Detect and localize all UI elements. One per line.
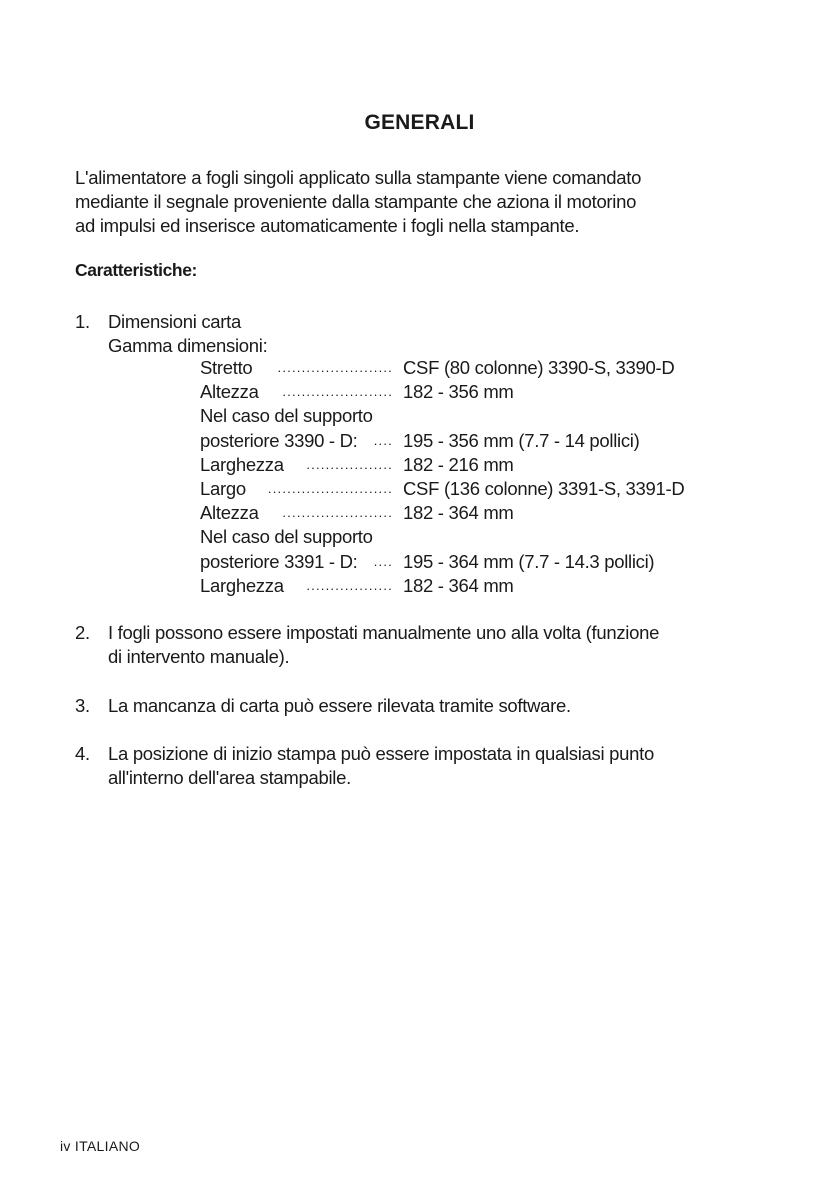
spec-label: Larghezza	[200, 574, 284, 596]
dot-leader: .......................	[282, 505, 393, 521]
spec-row	[200, 453, 760, 477]
spec-label: Nel caso del supporto	[200, 526, 373, 548]
spec-label: Largo	[200, 477, 246, 499]
spec-value: CSF (136 colonne) 3391-S, 3391-D	[403, 477, 685, 499]
spec-value: 195 - 364 mm (7.7 - 14.3 pollici)	[403, 550, 655, 572]
page-title: GENERALI	[364, 111, 475, 134]
spec-label: Stretto	[200, 357, 253, 378]
intro-line: L'alimentatore a fogli singoli applicato sulla stampante viene comandato	[75, 167, 642, 188]
spec-value: 195 - 356 mm (7.7 - 14 pollici)	[403, 429, 640, 451]
item-body	[108, 742, 654, 790]
spec-label: Altezza	[200, 502, 259, 524]
item-line: di intervento manuale).	[108, 646, 290, 667]
spec-row	[200, 429, 760, 453]
item-line: I fogli possono essere impostati manualmente uno alla volta (funzione	[108, 622, 660, 643]
spec-row	[200, 477, 760, 501]
spec-label: posteriore 3390 - D:	[200, 429, 358, 451]
spec-label: posteriore 3391 - D:	[200, 550, 358, 572]
spec-label: Altezza	[200, 381, 259, 403]
item-line: Dimensioni carta	[108, 311, 241, 332]
intro-line: mediante il segnale proveniente dalla stampante che aziona il motorino	[75, 191, 637, 212]
spec-value: 182 - 356 mm	[403, 381, 514, 403]
item-body	[108, 310, 267, 358]
spec-row	[200, 550, 760, 574]
item-line: Gamma dimensioni:	[108, 335, 268, 356]
spec-value: 182 - 364 mm	[403, 574, 514, 596]
page-footer: iv ITALIANO	[60, 1138, 141, 1154]
spec-label: Nel caso del supporto	[200, 405, 373, 427]
spec-row	[200, 356, 760, 380]
dot-leader: ....	[373, 553, 393, 569]
dot-leader: ..................	[306, 577, 393, 593]
item-number: 1.	[75, 311, 90, 332]
features-heading: Caratteristiche:	[75, 260, 197, 280]
item-line: La mancanza di carta può essere rilevata tramite software.	[108, 695, 571, 716]
spec-row	[200, 404, 760, 428]
dot-leader: .......................	[282, 384, 393, 400]
spec-value: 182 - 364 mm	[403, 502, 514, 524]
item-number: 3.	[75, 695, 90, 716]
spec-label: Larghezza	[200, 453, 284, 475]
item-body	[108, 694, 571, 718]
spec-value: CSF (80 colonne) 3390-S, 3390-D	[403, 357, 675, 378]
intro-line: ad impulsi ed inserisce automaticamente i fogli nella stampante.	[75, 215, 580, 236]
dot-leader: ....	[373, 432, 393, 448]
item-line: La posizione di inizio stampa può essere impostata in qualsiasi punto	[108, 743, 654, 764]
item-number: 2.	[75, 622, 90, 643]
spec-row	[200, 525, 760, 549]
spec-row	[200, 574, 760, 598]
paper-size-spec-table	[200, 356, 760, 598]
spec-row	[200, 380, 760, 404]
spec-value: 182 - 216 mm	[403, 453, 514, 475]
dot-leader: ..........................	[267, 480, 393, 496]
intro-paragraph	[75, 166, 765, 238]
item-number: 4.	[75, 743, 90, 764]
dot-leader: ..................	[306, 456, 393, 472]
item-line: all'interno dell'area stampabile.	[108, 767, 351, 788]
spec-row	[200, 501, 760, 525]
item-body	[108, 621, 659, 669]
dot-leader: ........................	[277, 360, 393, 375]
